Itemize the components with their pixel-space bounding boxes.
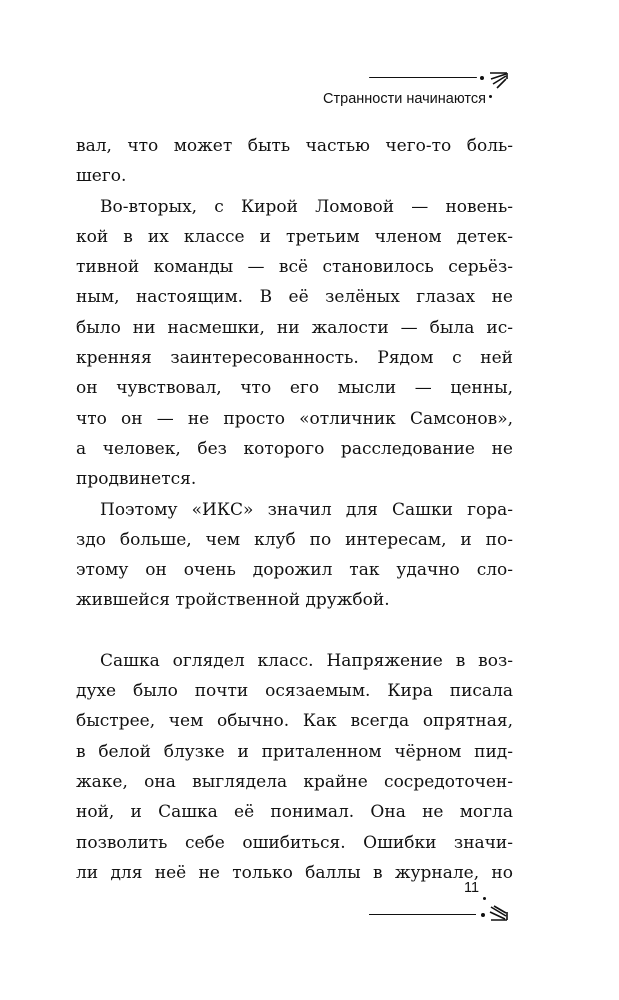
paragraph-3 [76,495,513,525]
paragraph-4-line [76,828,513,858]
text-line: тивной команды — всё становилось серьёз- [76,257,513,278]
text-line: этому он очень дорожил так удачно сло- [76,560,513,581]
paragraph-4-line [76,737,513,767]
text-line: что он — не просто «отличник Самсонов», [76,408,513,429]
text-line: кренняя заинтересованность. Рядом с ней [76,348,513,369]
paragraph-2-line [76,222,513,252]
paragraph-2-line [76,313,513,343]
footer-ornament-dot [481,913,485,917]
running-head-title: Странности начинаются [323,91,486,107]
header-ornament-dot [480,76,484,80]
text-line: вал, что может быть частью чего-то боль- [76,136,513,156]
paragraph-2-end [76,464,513,494]
footer-ornament-dot-small [483,897,486,900]
paragraph-1-end [76,161,513,191]
paragraph-4-line [76,858,513,888]
text-line: Во-вторых, с Кирой Ломовой — новень- [100,196,513,217]
section-break [76,616,513,646]
text-line: жившейся тройственной дружбой. [76,590,390,611]
text-line: ли для неё не только баллы в журнале, но [76,862,513,883]
text-line: Поэтому «ИКС» значил для Сашки гора- [100,499,513,520]
paragraph-4 [76,646,513,676]
text-line: шего. [76,166,127,187]
paragraph-1 [76,131,513,161]
paragraph-2-line [76,252,513,282]
header-rule [369,77,477,78]
text-line: а человек, без которого расследование не [76,438,513,459]
text-line: кой в их классе и третьим членом детек- [76,226,513,247]
paragraph-2-line [76,282,513,312]
paragraph-4-line [76,767,513,797]
paragraph-2 [76,192,513,222]
paragraph-2-line [76,434,513,464]
paragraph-3-line [76,525,513,555]
paragraph-2-line [76,373,513,403]
text-line: он чувствовал, что его мысли — ценны, [76,378,513,399]
paragraph-3-line [76,555,513,585]
text-line: ной, и Сашка её понимал. Она не могла [76,802,513,823]
paragraph-4-line [76,706,513,736]
text-line: в белой блузке и приталенном чёрном пид- [76,741,513,762]
paragraph-3-end [76,585,513,615]
text-line: позволить себе ошибиться. Ошибки значи- [76,832,513,853]
paragraph-4-line [76,676,513,706]
paragraph-2-line [76,343,513,373]
paragraph-4-line [76,797,513,827]
page-number: 11 [464,880,480,896]
text-line: здо больше, чем клуб по интересам, и по- [76,529,513,550]
paragraph-2-line [76,404,513,434]
text-line: продвинется. [76,469,197,490]
footer-rule [369,914,476,915]
speed-lines-icon [488,904,510,924]
text-line: ным, настоящим. В её зелёных глазах не [76,287,513,308]
running-head-dot [489,95,492,98]
text-line: Сашка оглядел класс. Напряжение в воз- [100,650,513,671]
text-line: быстрее, чем обычно. Как всегда опрятная, [76,711,513,732]
text-line: духе было почти осязаемым. Кира писала [76,681,513,702]
speed-lines-icon [488,70,510,90]
text-line: было ни насмешки, ни жалости — была ис- [76,317,513,338]
body-text [76,131,513,888]
text-line: жаке, она выглядела крайне сосредоточен- [76,771,513,792]
